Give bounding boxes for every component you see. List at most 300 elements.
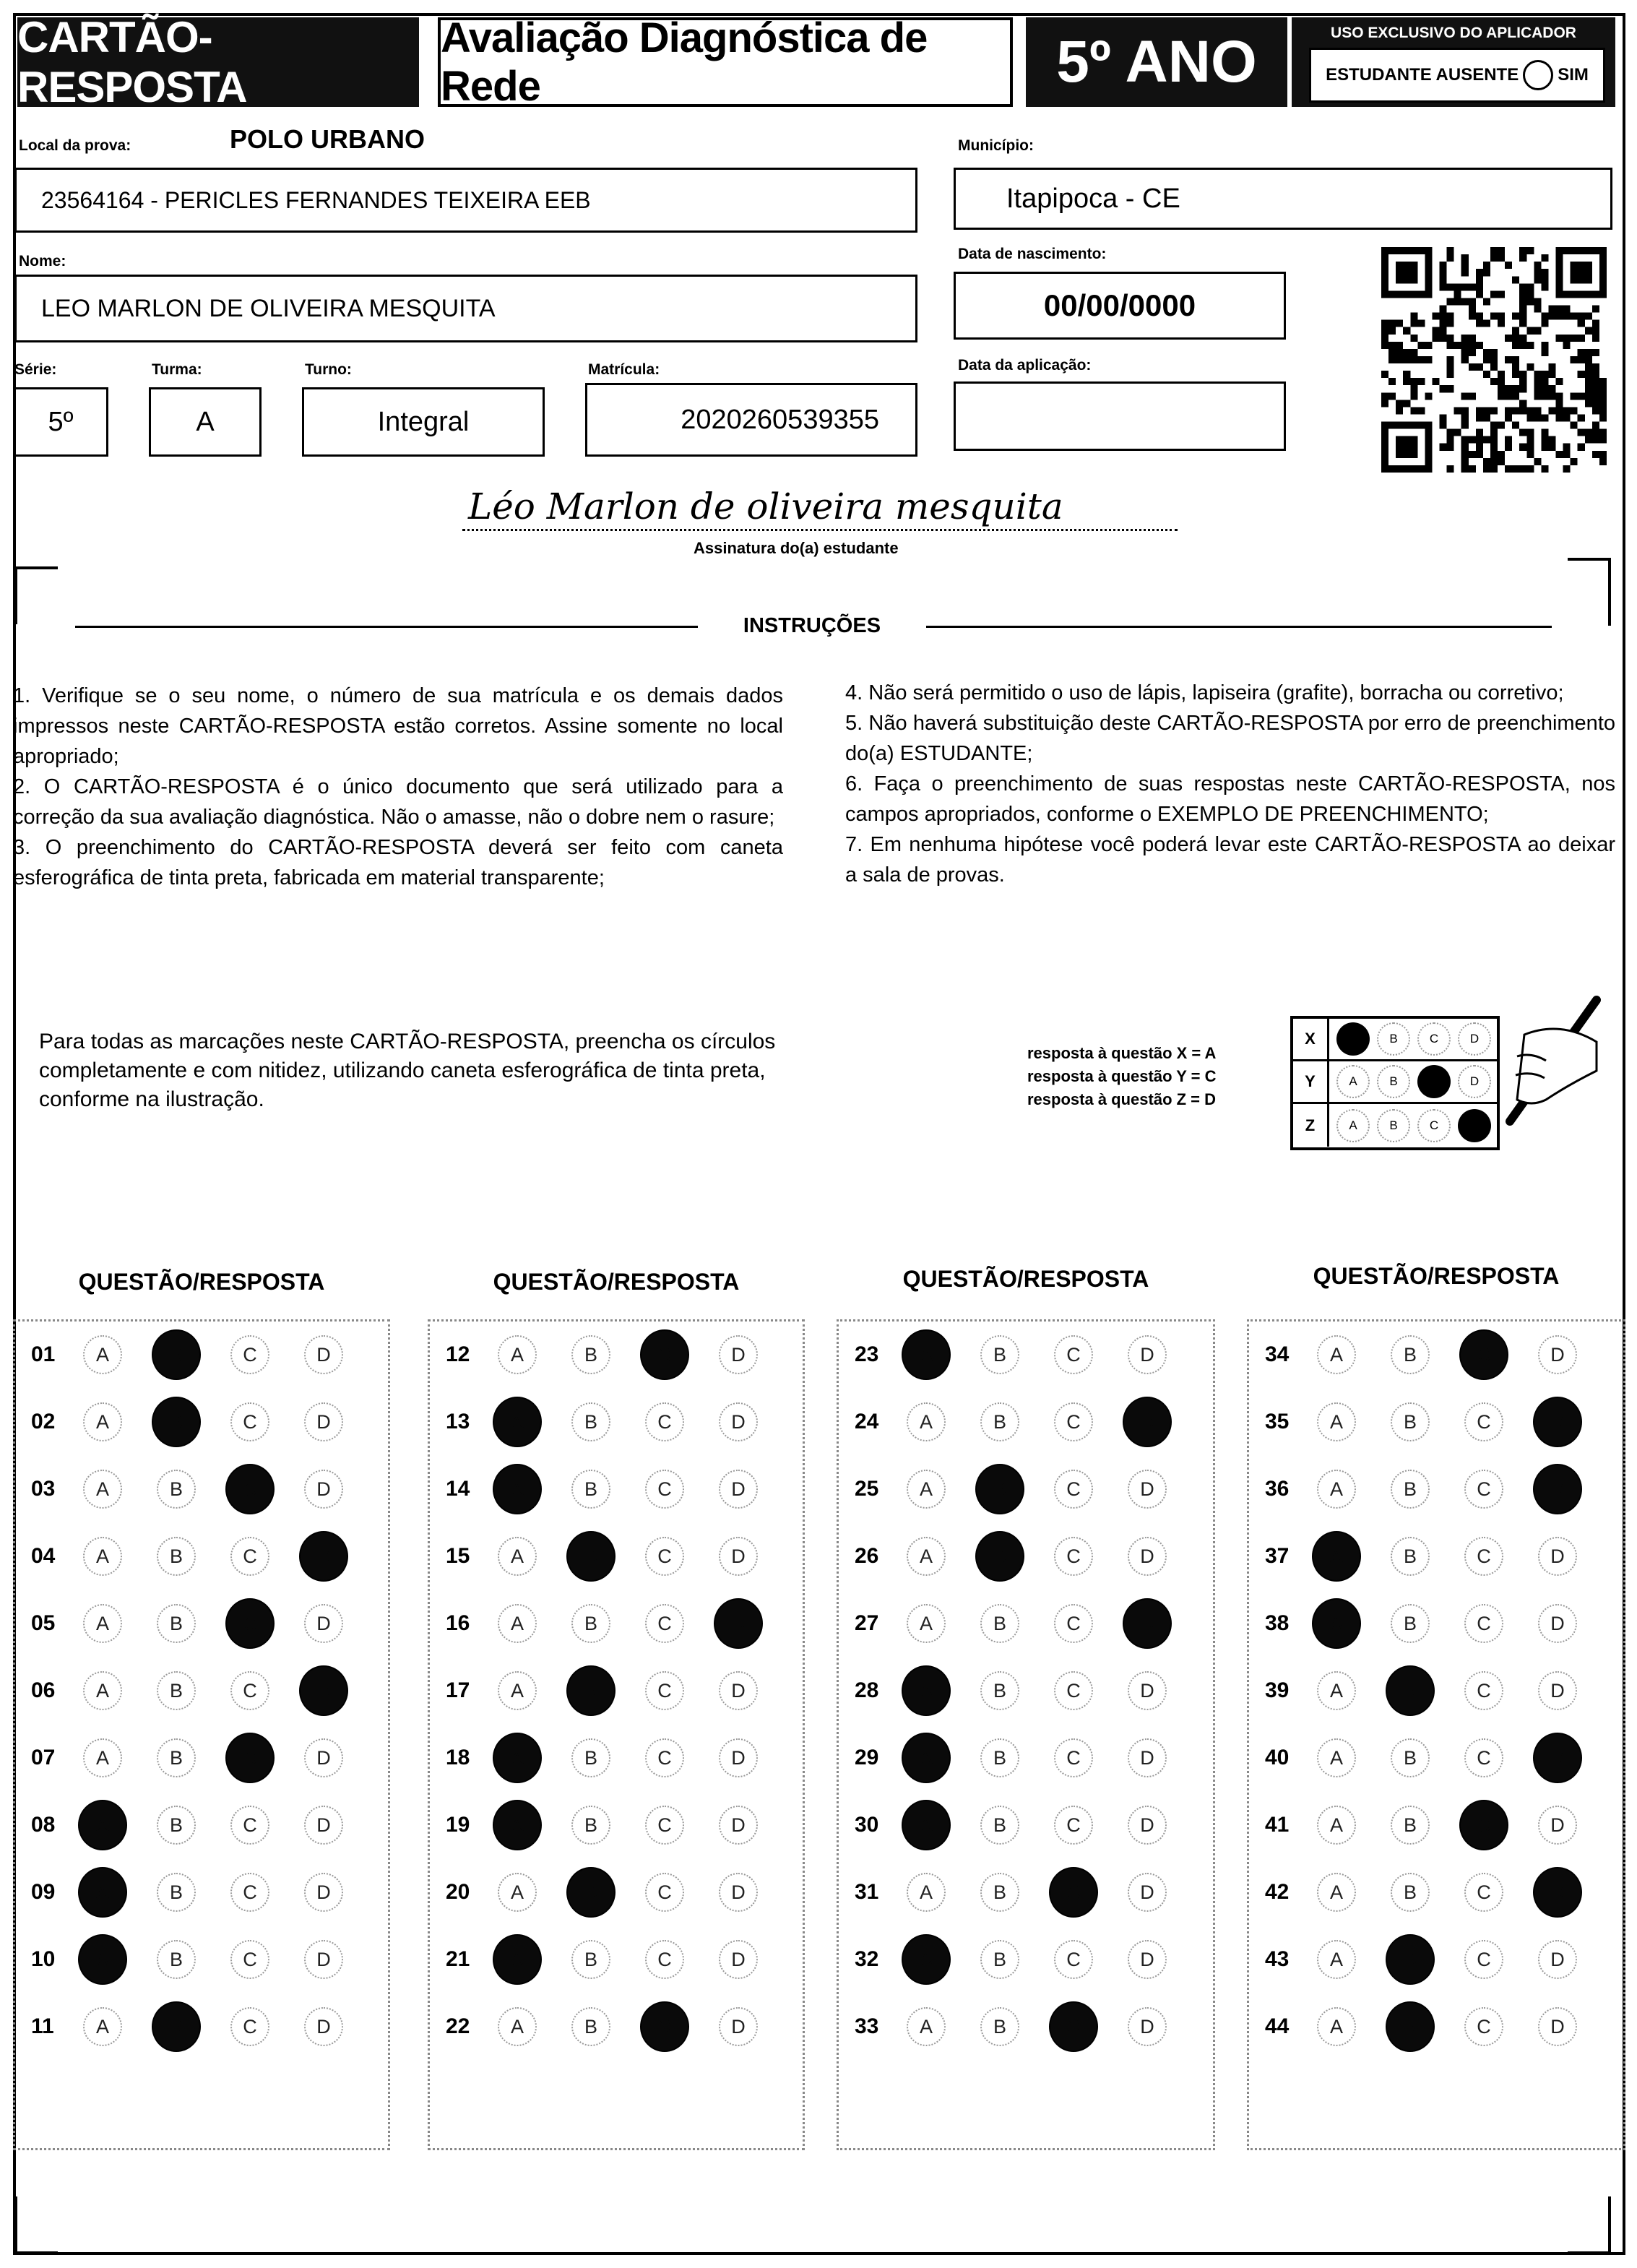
answer-bubble-a[interactable]: A: [907, 1873, 946, 1912]
option-cell: [480, 1736, 554, 1780]
answers-column-title: QUESTÃO/RESPOSTA: [493, 1269, 740, 1295]
answer-bubble-c-filled[interactable]: C: [640, 2001, 689, 2052]
answer-bubble-c[interactable]: C: [230, 1402, 269, 1441]
option-cell: [1521, 1400, 1594, 1444]
corner-mark-br: [1568, 2196, 1611, 2254]
answer-bubble-d-filled[interactable]: D: [1123, 1598, 1172, 1649]
question-number: 35: [1265, 1410, 1290, 1433]
answer-bubble-c[interactable]: C: [1054, 1537, 1093, 1576]
answer-bubble-a[interactable]: A: [83, 2007, 122, 2046]
answer-bubble-b[interactable]: B: [980, 2007, 1019, 2046]
option-cell: [889, 1467, 963, 1511]
option-cell: [480, 1938, 554, 1981]
option-cell: [963, 1669, 1037, 1712]
question-number: 23: [855, 1342, 879, 1366]
answer-bubble-a[interactable]: A: [83, 1537, 122, 1576]
question-row: [430, 1669, 775, 1712]
option-cell: [628, 1467, 701, 1511]
question-row: [839, 1333, 1184, 1376]
answer-bubble-c[interactable]: C: [645, 1806, 684, 1845]
option-cell: [1300, 2005, 1373, 2048]
question-row: [839, 1535, 1184, 1578]
question-number: 42: [1265, 1880, 1290, 1904]
answer-bubble-a-filled[interactable]: A: [902, 1800, 951, 1850]
option-cell: [1300, 1669, 1373, 1712]
question-number: 40: [1265, 1746, 1290, 1769]
answer-bubble-b-filled[interactable]: B: [566, 1867, 616, 1918]
answer-bubble-b[interactable]: B: [571, 1335, 610, 1374]
answer-bubble-c[interactable]: C: [645, 1537, 684, 1576]
instruction-4: 4. Não será permitido o uso de lápis, lapiseira (grafite), borracha ou corretivo;: [845, 681, 1564, 704]
answer-bubble-c[interactable]: C: [645, 1604, 684, 1643]
option-cell: [554, 1736, 628, 1780]
answer-bubble-a[interactable]: A: [1317, 1940, 1356, 1979]
answer-bubble-c[interactable]: C: [230, 1537, 269, 1576]
answer-bubble-d[interactable]: D: [1128, 1806, 1167, 1845]
answer-bubble-c[interactable]: C: [1464, 2007, 1503, 2046]
answer-bubble-a[interactable]: A: [498, 1537, 537, 1576]
question-number: 01: [31, 1342, 56, 1366]
answer-bubble-b[interactable]: B: [980, 1806, 1019, 1845]
option-cell: [1110, 1736, 1184, 1780]
answer-bubble-b[interactable]: B: [1391, 1470, 1430, 1509]
answers-column: [837, 1319, 1215, 2150]
answer-bubble-d[interactable]: D: [1538, 1335, 1577, 1374]
answer-bubble-c[interactable]: C: [1464, 1402, 1503, 1441]
option-cell: [287, 1400, 360, 1444]
answer-bubble-c[interactable]: C: [230, 1671, 269, 1710]
answer-bubble-a[interactable]: A: [83, 1402, 122, 1441]
answer-bubble-b[interactable]: B: [1391, 1402, 1430, 1441]
answer-bubble-c-filled[interactable]: C: [225, 1733, 275, 1783]
question-number: 22: [446, 2014, 470, 2038]
turma-label: Turma:: [152, 361, 202, 378]
answer-bubble-b[interactable]: B: [157, 1537, 196, 1576]
answer-bubble-d[interactable]: D: [719, 1335, 758, 1374]
serie-value: 5º: [48, 406, 74, 437]
question-number: 33: [855, 2014, 879, 2038]
option-cell: [1110, 1871, 1184, 1914]
answer-bubble-d-filled[interactable]: D: [299, 1531, 348, 1582]
answer-bubble-a-filled[interactable]: A: [493, 1397, 542, 1447]
question-row: [15, 1333, 360, 1376]
option-cell: [213, 1400, 287, 1444]
answer-bubble-d[interactable]: D: [1128, 1940, 1167, 1979]
answer-bubble-a-filled[interactable]: A: [902, 1733, 951, 1783]
option-cell: [1521, 1535, 1594, 1578]
option-cell: [963, 1535, 1037, 1578]
answer-bubble-d[interactable]: D: [719, 1806, 758, 1845]
absent-field: [1309, 48, 1605, 103]
answer-bubble-c[interactable]: C: [230, 1806, 269, 1845]
example-bubble-c: [1417, 1065, 1451, 1098]
example-legend-x: resposta à questão X = A: [1027, 1044, 1217, 1062]
answer-bubble-c[interactable]: C: [645, 1671, 684, 1710]
option-cell: [1110, 1669, 1184, 1712]
answer-bubble-a-filled[interactable]: A: [493, 1733, 542, 1783]
answer-bubble-d[interactable]: D: [1128, 1335, 1167, 1374]
option-cell: [701, 1467, 775, 1511]
question-row: [15, 1669, 360, 1712]
question-number: 32: [855, 1947, 879, 1971]
corner-mark-tr: [1568, 558, 1611, 626]
answer-bubble-c[interactable]: C: [1464, 1671, 1503, 1710]
question-row: [430, 1467, 775, 1511]
instruction-5: 5. Não haverá substituição deste CARTÃO-RESPOSTA por erro de preenchimento do(a) ESTUDANTE;: [845, 712, 1615, 765]
question-row: [15, 1602, 360, 1645]
option-cell: [1037, 1333, 1110, 1376]
option-cell: [287, 1535, 360, 1578]
question-row: [430, 1602, 775, 1645]
question-number: 16: [446, 1611, 470, 1635]
absent-label: ESTUDANTE AUSENTE: [1326, 65, 1519, 85]
example-bubble-d: D: [1458, 1065, 1491, 1098]
answer-bubble-b[interactable]: B: [980, 1671, 1019, 1710]
answer-bubble-b-filled[interactable]: B: [1386, 1934, 1435, 1985]
question-number: 41: [1265, 1813, 1290, 1837]
option-cell: [554, 1803, 628, 1847]
example-bubble-b: B: [1377, 1109, 1410, 1142]
option-cell: [1447, 1871, 1521, 1914]
question-number: 20: [446, 1880, 470, 1904]
matricula-value: 2020260539355: [681, 404, 879, 435]
answer-bubble-c[interactable]: C: [645, 1738, 684, 1777]
svg-text:Léo Marlon de oliveira mesquit: Léo Marlon de oliveira mesquita: [468, 486, 1063, 527]
question-row: [1249, 1669, 1594, 1712]
answer-bubble-c[interactable]: C: [1464, 1604, 1503, 1643]
answer-bubble-d[interactable]: D: [719, 1940, 758, 1979]
answer-bubble-b[interactable]: B: [980, 1402, 1019, 1441]
answer-bubble-c[interactable]: C: [645, 1402, 684, 1441]
answer-bubble-c[interactable]: C: [1464, 1873, 1503, 1912]
option-cell: [1373, 2005, 1447, 2048]
answer-bubble-d[interactable]: D: [1538, 1671, 1577, 1710]
answer-bubble-a[interactable]: A: [1317, 1470, 1356, 1509]
answer-bubble-c[interactable]: C: [230, 2007, 269, 2046]
answer-bubble-b-filled[interactable]: B: [1386, 1665, 1435, 1716]
answer-bubble-a-filled[interactable]: A: [493, 1464, 542, 1514]
answer-bubble-d[interactable]: D: [719, 1671, 758, 1710]
answer-bubble-d[interactable]: D: [1128, 1873, 1167, 1912]
answer-bubble-d[interactable]: D: [1128, 1470, 1167, 1509]
question-number: 37: [1265, 1544, 1290, 1568]
example-grid: [1290, 1016, 1500, 1150]
answer-bubble-b[interactable]: B: [157, 1940, 196, 1979]
answer-bubble-c[interactable]: C: [645, 1940, 684, 1979]
answer-bubble-c-filled[interactable]: C: [225, 1598, 275, 1649]
answer-bubble-d[interactable]: D: [1538, 1604, 1577, 1643]
answer-bubble-c[interactable]: C: [1054, 1604, 1093, 1643]
option-cell: [1373, 1333, 1447, 1376]
option-cell: [139, 1467, 213, 1511]
answer-bubble-b[interactable]: B: [1391, 1537, 1430, 1576]
answer-bubble-a-filled[interactable]: A: [493, 1800, 542, 1850]
answer-bubble-a[interactable]: A: [83, 1335, 122, 1374]
answer-bubble-b[interactable]: B: [1391, 1335, 1430, 1374]
question-number: 38: [1265, 1611, 1290, 1635]
answer-bubble-a[interactable]: A: [83, 1738, 122, 1777]
answer-bubble-d[interactable]: D: [719, 1738, 758, 1777]
answer-bubble-b[interactable]: B: [157, 1671, 196, 1710]
answer-bubble-d-filled[interactable]: D: [714, 1598, 763, 1649]
option-cell: [889, 1871, 963, 1914]
answer-bubble-a[interactable]: A: [1317, 2007, 1356, 2046]
answer-bubble-c-filled[interactable]: C: [225, 1464, 275, 1514]
option-cell: [480, 1467, 554, 1511]
answer-bubble-a[interactable]: A: [83, 1671, 122, 1710]
option-cell: [1373, 1938, 1447, 1981]
answer-bubble-d[interactable]: D: [1128, 1537, 1167, 1576]
answer-bubble-a[interactable]: A: [498, 1671, 537, 1710]
answer-bubble-c[interactable]: C: [1464, 1940, 1503, 1979]
option-cell: [628, 1938, 701, 1981]
answer-bubble-b-filled[interactable]: B: [152, 2001, 201, 2052]
answer-bubble-b[interactable]: B: [1391, 1738, 1430, 1777]
answer-bubble-a[interactable]: A: [1317, 1738, 1356, 1777]
answer-bubble-b-filled[interactable]: B: [152, 1329, 201, 1380]
answer-bubble-d[interactable]: D: [304, 1402, 343, 1441]
question-number: 29: [855, 1746, 879, 1769]
option-cell: [139, 1535, 213, 1578]
answer-bubble-b-filled[interactable]: B: [975, 1464, 1024, 1514]
option-cell: [480, 1535, 554, 1578]
answer-bubble-c[interactable]: C: [1054, 1470, 1093, 1509]
answer-bubble-d[interactable]: D: [304, 1335, 343, 1374]
answer-bubble-b[interactable]: B: [571, 1470, 610, 1509]
answer-bubble-a[interactable]: A: [498, 1604, 537, 1643]
option-cell: [66, 1669, 139, 1712]
answer-bubble-b-filled[interactable]: B: [566, 1531, 616, 1582]
answer-bubble-b[interactable]: B: [571, 1402, 610, 1441]
answer-bubble-a-filled[interactable]: A: [902, 1665, 951, 1716]
answer-bubble-d[interactable]: D: [1128, 1738, 1167, 1777]
answer-bubble-d[interactable]: D: [304, 1873, 343, 1912]
answer-bubble-b[interactable]: B: [1391, 1806, 1430, 1845]
answer-bubble-c-filled[interactable]: C: [1049, 1867, 1098, 1918]
answer-bubble-d[interactable]: D: [1128, 2007, 1167, 2046]
answer-bubble-b[interactable]: B: [157, 1604, 196, 1643]
answer-bubble-a-filled[interactable]: A: [493, 1934, 542, 1985]
option-cell: [628, 2005, 701, 2048]
option-cell: [1110, 1400, 1184, 1444]
answer-bubble-c-filled[interactable]: C: [1459, 1329, 1508, 1380]
answer-bubble-c[interactable]: C: [1464, 1537, 1503, 1576]
answer-bubble-d[interactable]: D: [304, 1738, 343, 1777]
option-cell: [480, 1602, 554, 1645]
answer-bubble-b[interactable]: B: [980, 1940, 1019, 1979]
answer-bubble-b[interactable]: B: [571, 2007, 610, 2046]
answer-bubble-a-filled[interactable]: A: [1312, 1531, 1361, 1582]
serie-label: Série:: [14, 361, 57, 378]
answer-bubble-d[interactable]: D: [719, 1402, 758, 1441]
answer-bubble-d-filled[interactable]: D: [1533, 1464, 1582, 1514]
answer-bubble-c[interactable]: C: [645, 1873, 684, 1912]
answer-bubble-a-filled[interactable]: A: [78, 1934, 127, 1985]
answer-bubble-d[interactable]: D: [304, 1806, 343, 1845]
absent-bubble[interactable]: [1523, 60, 1553, 90]
answer-bubble-d[interactable]: D: [304, 1604, 343, 1643]
option-cell: [554, 1400, 628, 1444]
option-cell: [1521, 1803, 1594, 1847]
answer-bubble-a[interactable]: A: [498, 2007, 537, 2046]
nascimento-label: Data de nascimento:: [958, 246, 1107, 262]
answer-bubble-d[interactable]: D: [304, 1940, 343, 1979]
answer-bubble-a[interactable]: A: [1317, 1806, 1356, 1845]
answer-bubble-a[interactable]: A: [907, 2007, 946, 2046]
answer-bubble-a-filled[interactable]: A: [902, 1934, 951, 1985]
answer-bubble-d[interactable]: D: [1538, 1537, 1577, 1576]
answer-bubble-a[interactable]: A: [83, 1470, 122, 1509]
answer-bubble-c[interactable]: C: [1054, 1738, 1093, 1777]
option-cell: [889, 1736, 963, 1780]
answer-bubble-c[interactable]: C: [1054, 1335, 1093, 1374]
answer-bubble-a[interactable]: A: [498, 1335, 537, 1374]
question-number: 12: [446, 1342, 470, 1366]
answer-bubble-c-filled[interactable]: C: [1459, 1800, 1508, 1850]
answer-bubble-b[interactable]: B: [571, 1604, 610, 1643]
answer-bubble-d[interactable]: D: [304, 1470, 343, 1509]
aplicacao-field: [954, 381, 1286, 451]
question-number: 39: [1265, 1678, 1290, 1702]
answer-bubble-d[interactable]: D: [1538, 1940, 1577, 1979]
card-title: CARTÃO-RESPOSTA: [17, 17, 419, 107]
answer-bubble-d[interactable]: D: [1128, 1671, 1167, 1710]
answer-bubble-b-filled[interactable]: B: [1386, 2001, 1435, 2052]
answer-bubble-c-filled[interactable]: C: [1049, 2001, 1098, 2052]
answer-bubble-d[interactable]: D: [1538, 2007, 1577, 2046]
option-cell: [1447, 2005, 1521, 2048]
answer-bubble-c[interactable]: C: [1464, 1738, 1503, 1777]
option-cell: [139, 1400, 213, 1444]
answer-bubble-a-filled[interactable]: A: [78, 1800, 127, 1850]
option-cell: [889, 1938, 963, 1981]
answer-bubble-b[interactable]: B: [571, 1806, 610, 1845]
answer-bubble-d[interactable]: D: [719, 2007, 758, 2046]
answer-bubble-a[interactable]: A: [1317, 1873, 1356, 1912]
option-cell: [1373, 1669, 1447, 1712]
answer-bubble-d[interactable]: D: [1538, 1806, 1577, 1845]
answer-bubble-b[interactable]: B: [157, 1738, 196, 1777]
answer-bubble-b[interactable]: B: [571, 1940, 610, 1979]
answer-bubble-a[interactable]: A: [1317, 1335, 1356, 1374]
answer-bubble-c[interactable]: C: [1054, 1806, 1093, 1845]
option-cell: [628, 1736, 701, 1780]
answer-bubble-a-filled[interactable]: A: [902, 1329, 951, 1380]
answer-bubble-d-filled[interactable]: D: [1533, 1733, 1582, 1783]
answer-bubble-d-filled[interactable]: D: [299, 1665, 348, 1716]
answer-bubble-c[interactable]: C: [1464, 1470, 1503, 1509]
option-cell: [480, 2005, 554, 2048]
answer-bubble-a[interactable]: A: [1317, 1671, 1356, 1710]
answer-bubble-b[interactable]: B: [980, 1738, 1019, 1777]
answer-bubble-a[interactable]: A: [498, 1873, 537, 1912]
answer-bubble-d-filled[interactable]: D: [1533, 1397, 1582, 1447]
answer-bubble-b[interactable]: B: [157, 1806, 196, 1845]
nome-field: [14, 275, 917, 342]
answer-bubble-d-filled[interactable]: D: [1123, 1397, 1172, 1447]
answer-bubble-a[interactable]: A: [907, 1470, 946, 1509]
option-cell: [554, 1938, 628, 1981]
option-cell: [1373, 1871, 1447, 1914]
local-zone: POLO URBANO: [230, 124, 425, 154]
answer-bubble-a[interactable]: A: [907, 1402, 946, 1441]
answer-bubble-a[interactable]: A: [907, 1604, 946, 1643]
answer-bubble-c[interactable]: C: [230, 1873, 269, 1912]
answer-bubble-b[interactable]: B: [1391, 1873, 1430, 1912]
option-cell: [554, 1602, 628, 1645]
answer-bubble-c-filled[interactable]: C: [640, 1329, 689, 1380]
answer-bubble-c[interactable]: C: [230, 1335, 269, 1374]
answer-bubble-b-filled[interactable]: B: [152, 1397, 201, 1447]
question-number: 27: [855, 1611, 879, 1635]
question-number: 17: [446, 1678, 470, 1702]
option-cell: [1110, 1467, 1184, 1511]
option-cell: [628, 1535, 701, 1578]
option-cell: [628, 1803, 701, 1847]
answer-bubble-a[interactable]: A: [83, 1604, 122, 1643]
nascimento-value: 00/00/0000: [1043, 288, 1196, 322]
turno-field: [302, 387, 545, 457]
option-cell: [287, 2005, 360, 2048]
answer-bubble-b[interactable]: B: [980, 1604, 1019, 1643]
option-cell: [701, 1871, 775, 1914]
answer-bubble-c[interactable]: C: [1054, 1671, 1093, 1710]
question-row: [15, 1871, 360, 1914]
answer-bubble-a[interactable]: A: [907, 1537, 946, 1576]
answer-bubble-d[interactable]: D: [304, 2007, 343, 2046]
option-cell: [480, 1669, 554, 1712]
answer-bubble-d-filled[interactable]: D: [1533, 1867, 1582, 1918]
option-cell: [1037, 1871, 1110, 1914]
answer-bubble-b[interactable]: B: [157, 1470, 196, 1509]
option-cell: [139, 1938, 213, 1981]
answer-bubble-c[interactable]: C: [1054, 1402, 1093, 1441]
question-row: [839, 1803, 1184, 1847]
answer-bubble-b[interactable]: B: [980, 1335, 1019, 1374]
answer-bubble-a-filled[interactable]: A: [1312, 1598, 1361, 1649]
answer-bubble-c[interactable]: C: [645, 1470, 684, 1509]
answer-bubble-b[interactable]: B: [571, 1738, 610, 1777]
option-cell: [66, 1467, 139, 1511]
question-number: 44: [1265, 2014, 1290, 2038]
option-cell: [1300, 1871, 1373, 1914]
option-cell: [1037, 1400, 1110, 1444]
answer-bubble-d[interactable]: D: [719, 1470, 758, 1509]
answers-column-title: QUESTÃO/RESPOSTA: [78, 1269, 325, 1295]
answer-bubble-b[interactable]: B: [1391, 1604, 1430, 1643]
answer-bubble-d[interactable]: D: [719, 1873, 758, 1912]
answer-bubble-b[interactable]: B: [157, 1873, 196, 1912]
option-cell: [66, 1736, 139, 1780]
instruction-2: 2. O CARTÃO-RESPOSTA é o único documento que será utilizado para a correção da sua avaliação diagnóstica. Não o amasse, não o dobre nem o rasure;: [13, 775, 783, 829]
option-cell: [1447, 1400, 1521, 1444]
answer-bubble-a[interactable]: A: [1317, 1402, 1356, 1441]
option-cell: [66, 1400, 139, 1444]
answer-bubble-a-filled[interactable]: A: [78, 1867, 127, 1918]
answer-bubble-d[interactable]: D: [719, 1537, 758, 1576]
answer-bubble-c[interactable]: C: [1054, 1940, 1093, 1979]
answer-bubble-b[interactable]: B: [980, 1873, 1019, 1912]
option-cell: [287, 1938, 360, 1981]
question-row: [1249, 2005, 1594, 2048]
option-cell: [963, 1938, 1037, 1981]
answer-bubble-b-filled[interactable]: B: [566, 1665, 616, 1716]
answer-bubble-b-filled[interactable]: B: [975, 1531, 1024, 1582]
question-row: [15, 2005, 360, 2048]
option-cell: [701, 2005, 775, 2048]
answer-bubble-c[interactable]: C: [230, 1940, 269, 1979]
option-cell: [1037, 1803, 1110, 1847]
